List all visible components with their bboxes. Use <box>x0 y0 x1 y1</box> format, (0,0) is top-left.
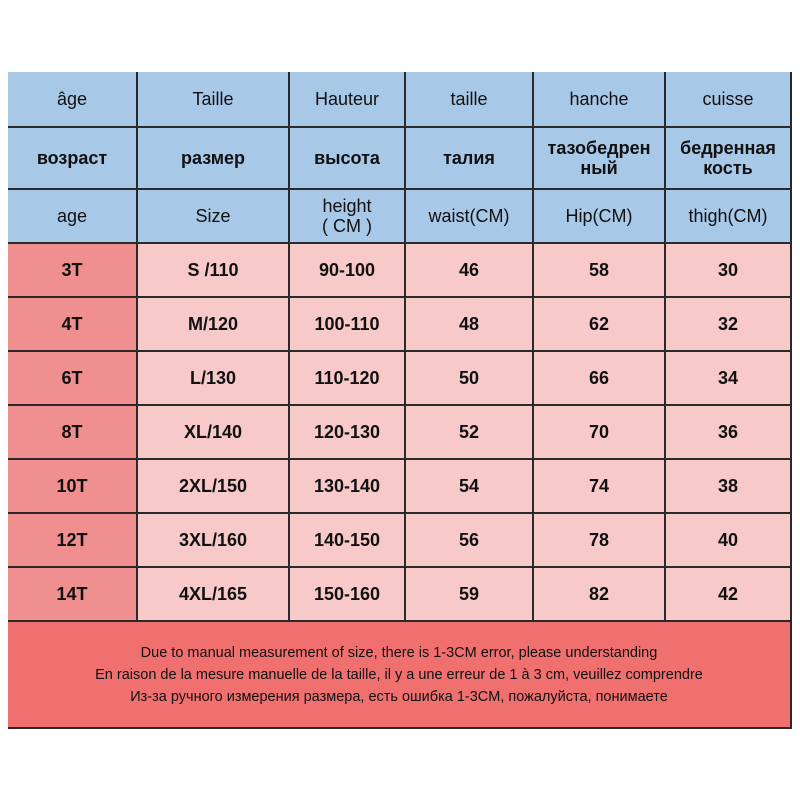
table-cell-thigh: 36 <box>666 406 792 460</box>
table-cell-height: 100-110 <box>290 298 406 352</box>
table-cell-height: 90-100 <box>290 244 406 298</box>
header-ru-thigh: бедренная кость <box>666 128 792 190</box>
header-ru-size: размер <box>138 128 290 190</box>
table-cell-age: 8T <box>8 406 138 460</box>
note-line-fr: En raison de la mesure manuelle de la taille, il y a une erreur de 1 à 3 cm, veuillez comprendre <box>95 666 703 683</box>
table-cell-thigh: 40 <box>666 514 792 568</box>
table-cell-waist: 56 <box>406 514 534 568</box>
table-cell-waist: 48 <box>406 298 534 352</box>
table-cell-thigh: 32 <box>666 298 792 352</box>
table-cell-height: 110-120 <box>290 352 406 406</box>
table-cell-age: 10T <box>8 460 138 514</box>
table-cell-size: L/130 <box>138 352 290 406</box>
table-cell-size: M/120 <box>138 298 290 352</box>
table-cell-thigh: 38 <box>666 460 792 514</box>
table-cell-waist: 59 <box>406 568 534 622</box>
table-cell-waist: 54 <box>406 460 534 514</box>
header-fr-size: Taille <box>138 72 290 128</box>
table-cell-height: 150-160 <box>290 568 406 622</box>
measurement-note <box>8 622 792 729</box>
table-cell-age: 6T <box>8 352 138 406</box>
header-fr-hip: hanche <box>534 72 666 128</box>
note-line-ru: Из-за ручного измерения размера, есть ошибка 1-3CM, пожалуйста, понимаете <box>130 688 668 705</box>
table-cell-size: S /110 <box>138 244 290 298</box>
table-cell-waist: 50 <box>406 352 534 406</box>
header-en-age: age <box>8 190 138 244</box>
table-cell-waist: 46 <box>406 244 534 298</box>
note-line-en: Due to manual measurement of size, there is 1-3CM error, please understanding <box>140 644 658 661</box>
table-cell-age: 4T <box>8 298 138 352</box>
table-cell-size: XL/140 <box>138 406 290 460</box>
header-en-hip: Hip(CM) <box>534 190 666 244</box>
header-ru-waist: талия <box>406 128 534 190</box>
table-cell-hip: 58 <box>534 244 666 298</box>
table-cell-thigh: 34 <box>666 352 792 406</box>
table-cell-size: 3XL/160 <box>138 514 290 568</box>
table-cell-age: 3T <box>8 244 138 298</box>
table-cell-hip: 70 <box>534 406 666 460</box>
header-en-waist: waist(CM) <box>406 190 534 244</box>
table-cell-hip: 62 <box>534 298 666 352</box>
header-fr-thigh: cuisse <box>666 72 792 128</box>
size-chart-table <box>8 72 792 729</box>
table-cell-age: 12T <box>8 514 138 568</box>
header-fr-waist: taille <box>406 72 534 128</box>
table-cell-waist: 52 <box>406 406 534 460</box>
header-ru-hip: тазобедрен ный <box>534 128 666 190</box>
header-fr-age: âge <box>8 72 138 128</box>
header-en-thigh: thigh(CM) <box>666 190 792 244</box>
header-ru-age: возраст <box>8 128 138 190</box>
table-cell-thigh: 42 <box>666 568 792 622</box>
table-cell-size: 4XL/165 <box>138 568 290 622</box>
table-cell-thigh: 30 <box>666 244 792 298</box>
header-en-height: height ( CM ) <box>290 190 406 244</box>
table-cell-hip: 78 <box>534 514 666 568</box>
table-cell-size: 2XL/150 <box>138 460 290 514</box>
table-cell-hip: 74 <box>534 460 666 514</box>
table-cell-hip: 82 <box>534 568 666 622</box>
header-fr-height: Hauteur <box>290 72 406 128</box>
table-cell-hip: 66 <box>534 352 666 406</box>
table-cell-height: 140-150 <box>290 514 406 568</box>
header-ru-height: высота <box>290 128 406 190</box>
header-en-size: Size <box>138 190 290 244</box>
table-cell-age: 14T <box>8 568 138 622</box>
table-cell-height: 130-140 <box>290 460 406 514</box>
table-cell-height: 120-130 <box>290 406 406 460</box>
